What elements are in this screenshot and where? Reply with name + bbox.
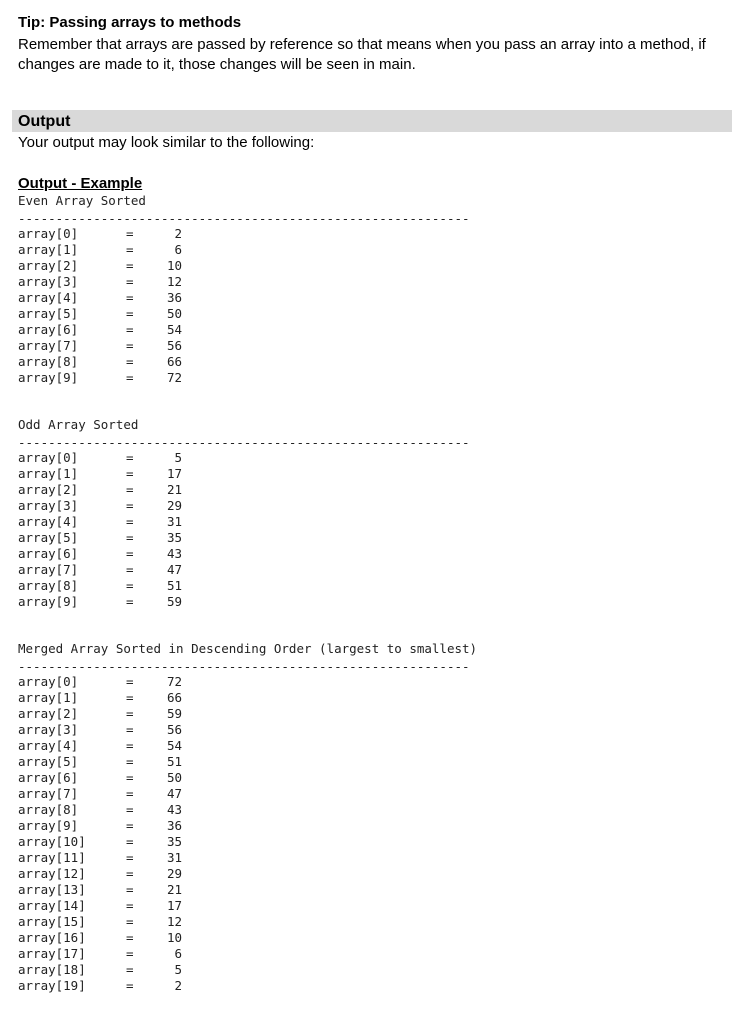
array-index-label: array[8] <box>18 578 79 593</box>
equals-sign: = <box>126 722 134 737</box>
array-value: 51 <box>166 578 182 593</box>
array-index-label: array[0] <box>18 674 79 689</box>
separator-line: ------------------------------------------------------------ <box>18 211 470 226</box>
array-row <box>18 594 218 610</box>
equals-sign: = <box>126 818 134 833</box>
array-row <box>18 466 218 482</box>
equals-sign: = <box>126 802 134 817</box>
tip-body: Remember that arrays are passed by reference so that means when you pass an array into a method, if changes are made to it, those changes will be seen in main. <box>18 36 706 73</box>
equals-sign: = <box>126 834 134 849</box>
tip-title: Tip: Passing arrays to methods <box>18 14 242 31</box>
array-value: 21 <box>166 482 182 497</box>
array-row <box>18 930 218 946</box>
array-value: 43 <box>166 546 182 561</box>
example-heading: Output - Example <box>18 175 143 192</box>
section-title-odd: Odd Array Sorted <box>18 417 139 432</box>
array-row <box>18 882 218 898</box>
array-value: 17 <box>166 466 182 481</box>
separator-line: ------------------------------------------------------------ <box>18 659 470 674</box>
array-row <box>18 530 218 546</box>
array-row <box>18 754 218 770</box>
array-index-label: array[6] <box>18 322 79 337</box>
array-row <box>18 914 218 930</box>
array-row <box>18 946 218 962</box>
array-row <box>18 242 218 258</box>
equals-sign: = <box>126 866 134 881</box>
array-row <box>18 578 218 594</box>
equals-sign: = <box>126 498 134 513</box>
equals-sign: = <box>126 578 134 593</box>
array-value: 17 <box>166 898 182 913</box>
array-row <box>18 978 218 994</box>
equals-sign: = <box>126 850 134 865</box>
equals-sign: = <box>126 754 134 769</box>
equals-sign: = <box>126 562 134 577</box>
array-index-label: array[5] <box>18 306 79 321</box>
array-index-label: array[15] <box>18 914 86 929</box>
equals-sign: = <box>126 594 134 609</box>
array-value: 59 <box>166 594 182 609</box>
array-value: 47 <box>166 786 182 801</box>
array-index-label: array[1] <box>18 690 79 705</box>
array-index-label: array[4] <box>18 738 79 753</box>
array-index-label: array[6] <box>18 546 79 561</box>
array-row <box>18 514 218 530</box>
array-row <box>18 802 218 818</box>
array-index-label: array[7] <box>18 338 79 353</box>
array-row <box>18 866 218 882</box>
equals-sign: = <box>126 306 134 321</box>
array-index-label: array[19] <box>18 978 86 993</box>
array-value: 5 <box>174 962 182 977</box>
array-value: 29 <box>166 866 182 881</box>
array-value: 36 <box>166 290 182 305</box>
array-index-label: array[3] <box>18 274 79 289</box>
equals-sign: = <box>126 786 134 801</box>
array-index-label: array[5] <box>18 530 79 545</box>
separator-line: ------------------------------------------------------------ <box>18 435 470 450</box>
equals-sign: = <box>126 290 134 305</box>
equals-sign: = <box>126 242 134 257</box>
array-value: 31 <box>166 850 182 865</box>
array-row <box>18 706 218 722</box>
array-value: 6 <box>174 242 182 257</box>
array-index-label: array[12] <box>18 866 86 881</box>
array-value: 66 <box>166 354 182 369</box>
array-row <box>18 674 218 690</box>
array-index-label: array[9] <box>18 370 79 385</box>
array-index-label: array[9] <box>18 594 79 609</box>
equals-sign: = <box>126 770 134 785</box>
array-index-label: array[0] <box>18 226 79 241</box>
array-row <box>18 770 218 786</box>
array-value: 5 <box>174 450 182 465</box>
equals-sign: = <box>126 450 134 465</box>
array-value: 54 <box>166 738 182 753</box>
array-row <box>18 226 218 242</box>
output-description: Your output may look similar to the following: <box>18 134 315 151</box>
array-row <box>18 722 218 738</box>
array-row <box>18 786 218 802</box>
array-value: 31 <box>166 514 182 529</box>
equals-sign: = <box>126 482 134 497</box>
array-value: 10 <box>166 258 182 273</box>
array-value: 54 <box>166 322 182 337</box>
array-value: 35 <box>166 530 182 545</box>
array-value: 50 <box>166 770 182 785</box>
array-index-label: array[3] <box>18 722 79 737</box>
array-value: 72 <box>166 370 182 385</box>
section-title-even: Even Array Sorted <box>18 193 146 208</box>
array-index-label: array[1] <box>18 242 79 257</box>
array-value: 66 <box>166 690 182 705</box>
array-index-label: array[2] <box>18 706 79 721</box>
array-index-label: array[7] <box>18 562 79 577</box>
array-row <box>18 258 218 274</box>
section-title-merged: Merged Array Sorted in Descending Order (largest to smallest) <box>18 641 478 656</box>
array-row <box>18 482 218 498</box>
equals-sign: = <box>126 946 134 961</box>
array-row <box>18 274 218 290</box>
equals-sign: = <box>126 674 134 689</box>
equals-sign: = <box>126 690 134 705</box>
array-index-label: array[2] <box>18 482 79 497</box>
array-index-label: array[4] <box>18 290 79 305</box>
equals-sign: = <box>126 274 134 289</box>
array-value: 56 <box>166 338 182 353</box>
array-row <box>18 738 218 754</box>
array-index-label: array[11] <box>18 850 86 865</box>
array-value: 51 <box>166 754 182 769</box>
array-index-label: array[8] <box>18 802 79 817</box>
array-index-label: array[9] <box>18 818 79 833</box>
odd-array-rows <box>18 450 218 610</box>
array-row <box>18 498 218 514</box>
equals-sign: = <box>126 546 134 561</box>
output-title: Output <box>18 113 71 130</box>
even-array-rows <box>18 226 218 386</box>
array-value: 59 <box>166 706 182 721</box>
array-index-label: array[8] <box>18 354 79 369</box>
array-value: 2 <box>174 226 182 241</box>
equals-sign: = <box>126 258 134 273</box>
equals-sign: = <box>126 370 134 385</box>
array-row <box>18 818 218 834</box>
array-index-label: array[4] <box>18 514 79 529</box>
equals-sign: = <box>126 514 134 529</box>
equals-sign: = <box>126 882 134 897</box>
equals-sign: = <box>126 226 134 241</box>
equals-sign: = <box>126 706 134 721</box>
array-value: 35 <box>166 834 182 849</box>
array-index-label: array[10] <box>18 834 86 849</box>
array-value: 56 <box>166 722 182 737</box>
equals-sign: = <box>126 466 134 481</box>
array-row <box>18 690 218 706</box>
equals-sign: = <box>126 898 134 913</box>
array-value: 43 <box>166 802 182 817</box>
array-row <box>18 338 218 354</box>
array-value: 10 <box>166 930 182 945</box>
array-index-label: array[18] <box>18 962 86 977</box>
array-row <box>18 562 218 578</box>
array-value: 12 <box>166 274 182 289</box>
array-row <box>18 546 218 562</box>
array-row <box>18 322 218 338</box>
array-index-label: array[7] <box>18 786 79 801</box>
array-row <box>18 850 218 866</box>
array-value: 12 <box>166 914 182 929</box>
array-row <box>18 962 218 978</box>
equals-sign: = <box>126 914 134 929</box>
array-value: 50 <box>166 306 182 321</box>
equals-sign: = <box>126 930 134 945</box>
array-row <box>18 450 218 466</box>
equals-sign: = <box>126 962 134 977</box>
equals-sign: = <box>126 322 134 337</box>
array-row <box>18 306 218 322</box>
array-index-label: array[1] <box>18 466 79 481</box>
equals-sign: = <box>126 530 134 545</box>
array-value: 72 <box>166 674 182 689</box>
array-value: 47 <box>166 562 182 577</box>
merged-array-rows <box>18 674 218 994</box>
array-index-label: array[5] <box>18 754 79 769</box>
array-row <box>18 834 218 850</box>
array-row <box>18 370 218 386</box>
array-index-label: array[14] <box>18 898 86 913</box>
equals-sign: = <box>126 738 134 753</box>
array-row <box>18 898 218 914</box>
equals-sign: = <box>126 978 134 993</box>
array-row <box>18 354 218 370</box>
array-index-label: array[0] <box>18 450 79 465</box>
array-index-label: array[13] <box>18 882 86 897</box>
array-index-label: array[6] <box>18 770 79 785</box>
array-index-label: array[3] <box>18 498 79 513</box>
array-value: 2 <box>174 978 182 993</box>
array-value: 21 <box>166 882 182 897</box>
equals-sign: = <box>126 354 134 369</box>
equals-sign: = <box>126 338 134 353</box>
array-index-label: array[2] <box>18 258 79 273</box>
array-value: 36 <box>166 818 182 833</box>
array-value: 29 <box>166 498 182 513</box>
array-value: 6 <box>174 946 182 961</box>
output-heading-bar <box>12 110 732 132</box>
array-index-label: array[17] <box>18 946 86 961</box>
array-index-label: array[16] <box>18 930 86 945</box>
array-row <box>18 290 218 306</box>
